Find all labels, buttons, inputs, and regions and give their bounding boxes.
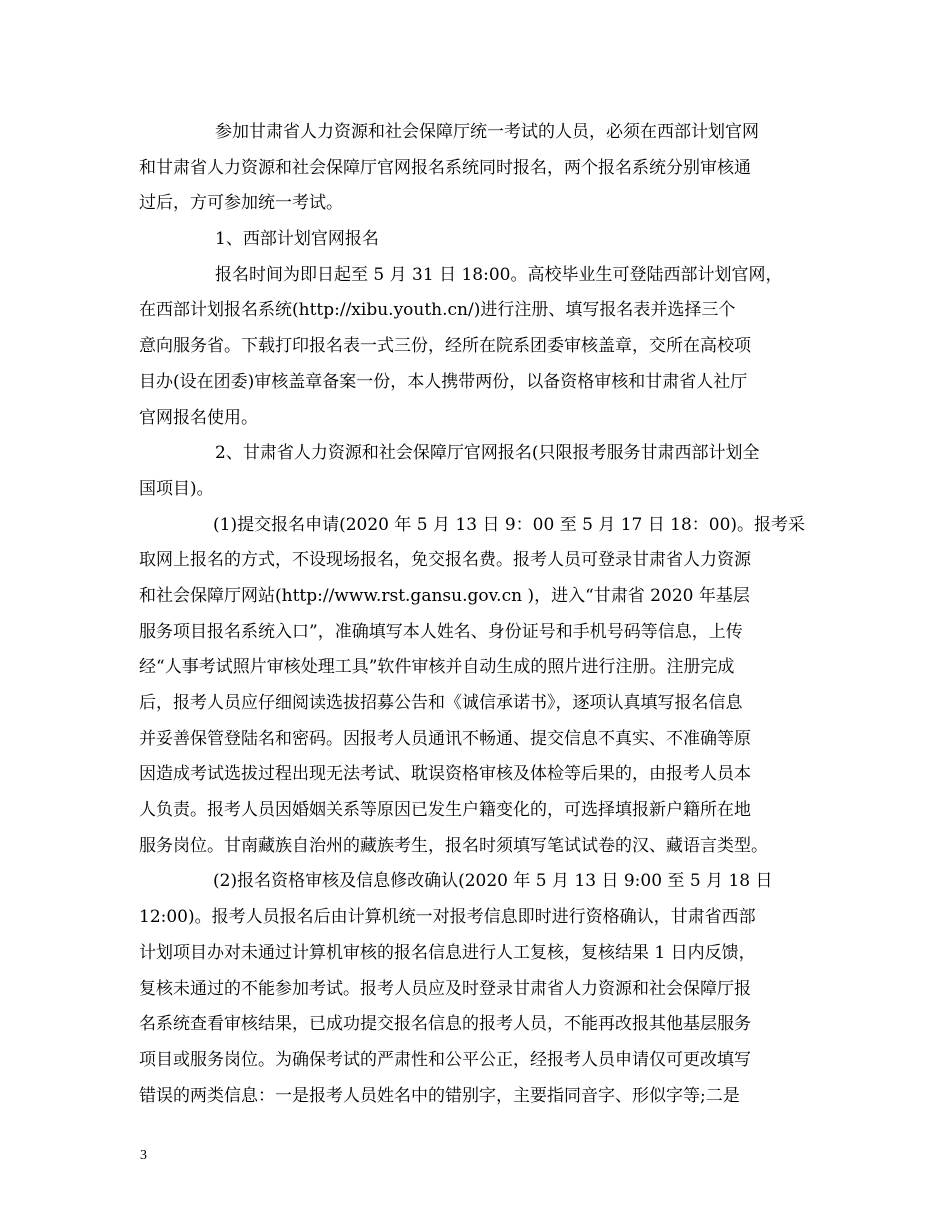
- paragraph-line: 目办(设在团委)审核盖章备案一份，本人携带两份，以备资格审核和甘肃省人社厅: [139, 371, 748, 392]
- paragraph-line: 在西部计划报名系统(http://xibu.youth.cn/)进行注册、填写报名表并选择三个: [139, 300, 736, 321]
- section-heading: 1、西部计划官网报名: [215, 229, 379, 250]
- document-body: [139, 115, 823, 1114]
- paragraph-line: 取网上报名的方式，不设现场报名，免交报名费。报考人员可登录甘肃省人力资源: [139, 550, 751, 571]
- paragraph-line: 意向服务省。下载打印报名表一式三份，经所在院系团委审核盖章，交所在高校项: [139, 336, 751, 357]
- paragraph-line: 和甘肃省人力资源和社会保障厅官网报名系统同时报名，两个报名系统分别审核通: [139, 157, 751, 178]
- paragraph-line: 过后，方可参加统一考试。: [139, 193, 343, 214]
- paragraph-line: 报名时间为即日起至 5 月 31 日 18:00。高校毕业生可登陆西部计划官网，: [215, 264, 783, 285]
- paragraph-line: (2)报名资格审核及信息修改确认(2020 年 5 月 13 日 9:00 至 5 月 18 日: [213, 871, 773, 892]
- paragraph-line: 人负责。报考人员因婚姻关系等原因已发生户籍变化的，可选择填报新户籍所在地: [139, 800, 751, 821]
- paragraph-line: 后，报考人员应仔细阅读选拔招募公告和《诚信承诺书》，逐项认真填写报名信息: [139, 693, 743, 713]
- paragraph-line: 官网报名使用。: [139, 407, 258, 428]
- paragraph-line: 12:00)。报考人员报名后由计算机统一对报考信息即时进行资格确认，甘肃省西部: [139, 907, 756, 928]
- paragraph-line: 复核未通过的不能参加考试。报考人员应及时登录甘肃省人力资源和社会保障厅报: [139, 978, 751, 999]
- section-heading: 2、甘肃省人力资源和社会保障厅官网报名(只限报考服务甘肃西部计划全: [215, 443, 760, 464]
- paragraph-line: 计划项目办对未通过计算机审核的报名信息进行人工复核，复核结果 1 日内反馈，: [139, 942, 756, 963]
- paragraph-line: 因造成考试选拔过程出现无法考试、耽误资格审核及体检等后果的，由报考人员本: [139, 764, 751, 785]
- paragraph-line: 经“人事考试照片审核处理工具”软件审核并自动生成的照片进行注册。注册完成: [139, 657, 735, 678]
- section-heading: 国项目)。: [139, 478, 214, 499]
- paragraph-line: 并妥善保管登陆名和密码。因报考人员通讯不畅通、提交信息不真实、不准确等原: [139, 728, 751, 749]
- paragraph-line: 和社会保障厅网站(http://www.rst.gansu.gov.cn )，进入“甘肃省 2020 年基层: [139, 585, 750, 606]
- paragraph-line: 服务岗位。甘南藏族自治州的藏族考生，报名时须填写笔试试卷的汉、藏语言类型。: [139, 835, 768, 856]
- paragraph-line: 错误的两类信息：一是报考人员姓名中的错别字，主要指同音字、形似字等;二是: [139, 1085, 740, 1106]
- page-number: 3: [140, 1148, 147, 1163]
- paragraph-line: 服务项目报名系统入口”，准确填写本人姓名、身份证号和手机号码等信息，上传: [139, 621, 743, 642]
- paragraph-line: 项目或服务岗位。为确保考试的严肃性和公平公正，经报考人员申请仅可更改填写: [139, 1049, 751, 1070]
- paragraph-line: (1)提交报名申请(2020 年 5 月 13 日 9：00 至 5 月 17 日 18：00)。报考采: [213, 514, 806, 535]
- paragraph-line: 名系统查看审核结果，已成功提交报名信息的报考人员，不能再改报其他基层服务: [139, 1014, 751, 1035]
- paragraph-line: 参加甘肃省人力资源和社会保障厅统一考试的人员，必须在西部计划官网: [215, 122, 759, 142]
